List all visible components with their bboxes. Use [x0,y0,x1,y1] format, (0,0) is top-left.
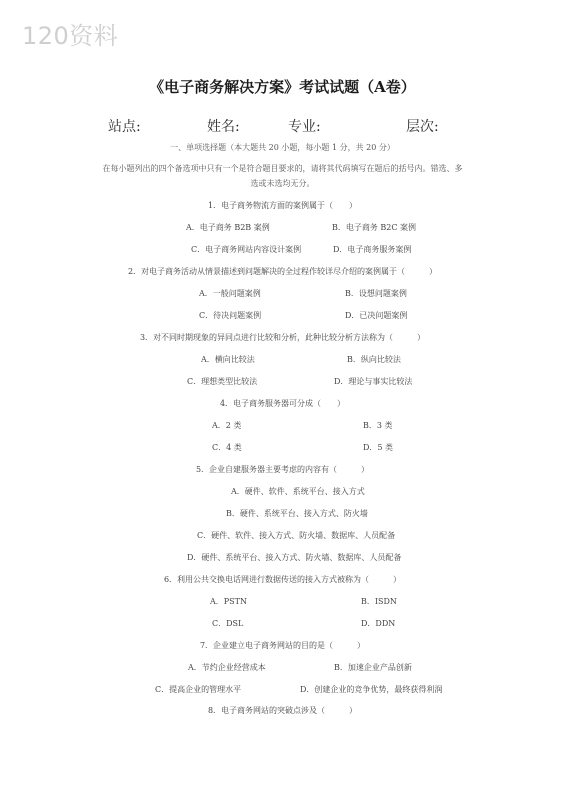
question-4-option-c: C．4 类 [212,443,242,452]
field-site-label: 站点: [108,119,141,135]
question-5-option-d: D．硬件、系统平台、接入方式、防火墙、数据库、人员配备 [187,553,402,562]
field-name-label: 姓名: [207,119,240,135]
question-2-option-a: A．一般问题案例 [199,289,261,298]
watermark-logo: 120资料 [22,22,119,50]
question-7: 7．企业建立电子商务网站的目的是（ ） [199,641,366,650]
question-8: 8．电子商务网站的突破点涉及（ ） [207,706,358,715]
question-2-option-d: D．已决问题案例 [345,311,408,320]
field-major-label: 专业: [288,119,321,135]
question-3: 3．对不同时期现象的异同点进行比较和分析，此种比较分析方法称为（ ） [139,333,426,342]
question-4-option-d: D．5 类 [363,443,394,452]
question-4: 4．电子商务服务器可分成（ ） [219,399,346,408]
question-6-option-d: D．DDN [361,619,396,628]
question-3-option-a: A．横向比较法 [201,355,255,364]
question-2-option-b: B．设想问题案例 [345,289,407,298]
question-4-option-a: A．2 类 [212,421,242,430]
question-7-option-c: C．提高企业的管理水平 [155,685,242,694]
field-level-label: 层次: [406,119,439,135]
question-6-option-c: C．DSL [212,619,244,628]
question-6-option-a: A．PSTN [210,597,247,606]
question-7-option-d: D．创建企业的竞争优势，最终获得利润 [300,685,443,694]
question-6-option-b: B．ISDN [361,597,397,606]
exam-title: 《电子商务解决方案》考试试题（A卷） [149,78,416,96]
question-1: 1．电子商务物流方面的案例属于（ ） [207,201,358,210]
question-6: 6．利用公共交换电话网进行数据传送的接入方式被称为（ ） [163,575,402,584]
section-instructions: 在每小题列出的四个备选项中只有一个是符合题目要求的，请将其代码填写在题后的括号内。错选、多选或未选均无分。 [102,164,463,188]
question-1-option-d: D．电子商务服务案例 [333,245,412,254]
question-1-option-c: C．电子商务网站内容设计案例 [191,245,302,254]
question-5-option-b: B．硬件、系统平台、接入方式、防火墙 [226,509,368,518]
question-3-option-d: D．理论与事实比较法 [334,377,413,386]
question-1-option-b: B．电子商务 B2C 案例 [332,223,417,232]
question-3-option-c: C．理想类型比较法 [187,377,258,386]
question-2-option-c: C．待决问题案例 [199,311,262,320]
question-5-option-c: C．硬件、软件、接入方式、防火墙、数据库、人员配备 [197,531,396,540]
section-header: 一、单项选择题（本大题共 20 小题，每小题 1 分，共 20 分） [170,143,395,152]
question-7-option-b: B．加速企业产品创新 [334,663,412,672]
question-5: 5．企业自建服务器主要考虑的内容有（ ） [195,465,370,474]
question-7-option-a: A．节约企业经营成本 [188,663,266,672]
question-1-option-a: A．电子商务 B2B 案例 [186,223,270,232]
question-4-option-b: B．3 类 [363,421,393,430]
question-3-option-b: B．纵向比较法 [347,355,401,364]
question-5-option-a: A．硬件、软件、系统平台、接入方式 [231,487,365,496]
question-2: 2．对电子商务活动从情景描述到问题解决的全过程作较详尽介绍的案例属于（ ） [127,267,438,276]
